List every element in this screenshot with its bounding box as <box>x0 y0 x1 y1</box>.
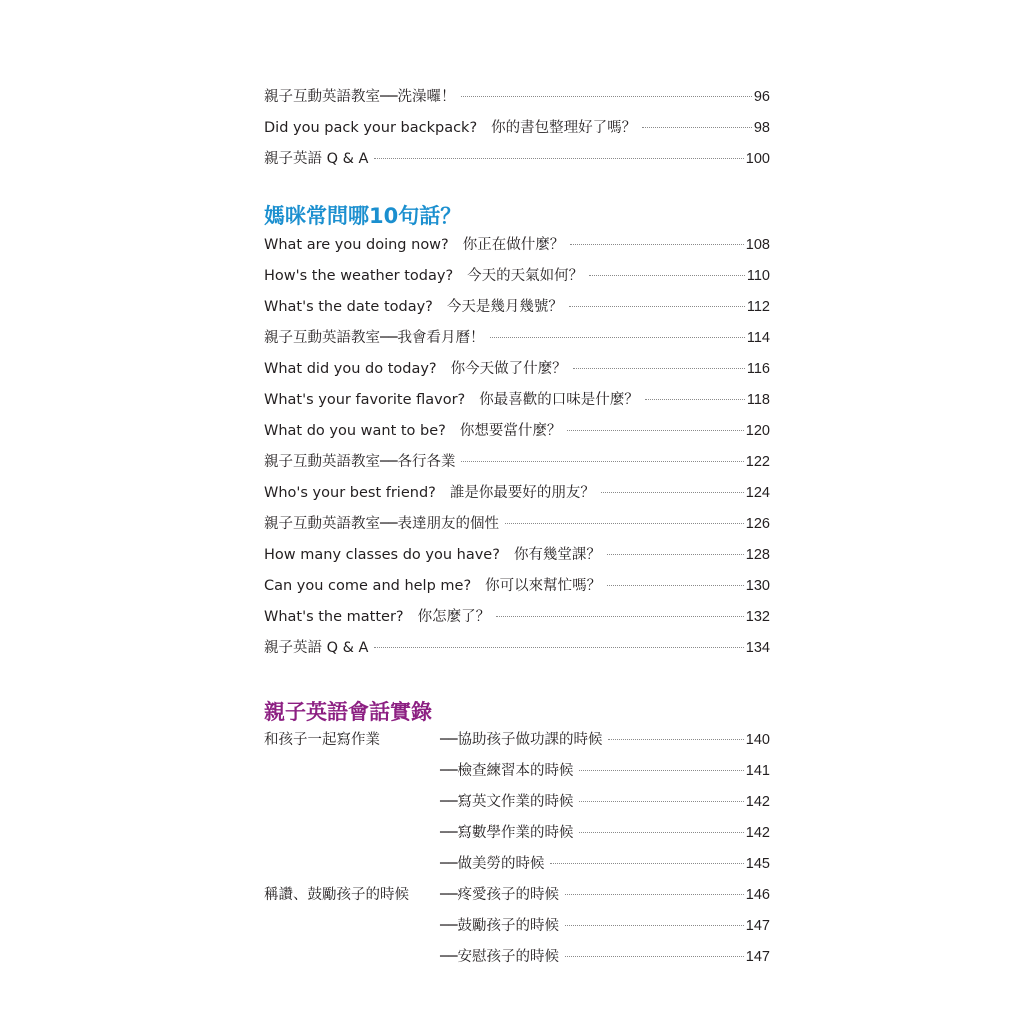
toc-entry[interactable] <box>264 389 770 411</box>
entry-title-zh: 你有幾堂課？ <box>513 547 601 563</box>
entry-title-zh: 誰是你最要好的朋友？ <box>449 485 595 501</box>
entry-title-zh: 你最喜歡的口味是什麼？ <box>479 392 639 408</box>
entry-title-zh: 今天是幾月幾號？ <box>446 299 563 315</box>
toc-entry[interactable] <box>264 822 770 844</box>
dot-leader <box>579 832 743 833</box>
entry-title-zh: ──寫英文作業的時候 <box>440 794 574 810</box>
page-number: 112 <box>746 299 770 315</box>
dot-leader <box>565 925 744 926</box>
page-number: 147 <box>745 949 770 965</box>
toc-entry[interactable] <box>264 637 770 659</box>
dot-leader <box>607 585 744 586</box>
toc-entry[interactable] <box>264 265 770 287</box>
entry-title-en: What's your favorite flavor? <box>264 392 466 408</box>
toc-entry[interactable] <box>264 451 770 473</box>
toc-entry[interactable] <box>264 420 770 442</box>
page-number: 142 <box>745 794 770 810</box>
dot-leader <box>505 523 744 524</box>
entry-title-zh: 你怎麼了？ <box>417 609 491 625</box>
dot-leader <box>569 306 745 307</box>
entry-title-zh: 你想要當什麼？ <box>459 423 562 439</box>
toc-entry[interactable] <box>264 915 770 937</box>
dot-leader <box>607 554 744 555</box>
page-number: 132 <box>745 609 770 625</box>
dot-leader <box>579 770 743 771</box>
toc-entry[interactable] <box>264 729 770 751</box>
page-number: 134 <box>745 640 770 656</box>
dot-leader <box>573 368 745 369</box>
dot-leader <box>642 127 752 128</box>
entry-title-zh: ──寫數學作業的時候 <box>440 825 574 841</box>
dot-leader <box>601 492 744 493</box>
entry-title-zh: 你可以來幫忙嗎？ <box>485 578 602 594</box>
entry-title-en: Did you pack your backpack? <box>264 120 478 136</box>
entry-group-label: 和孩子一起寫作業 <box>264 732 380 748</box>
page-number: 130 <box>745 578 770 594</box>
toc-entry[interactable] <box>264 234 770 256</box>
dot-leader <box>490 337 744 338</box>
page-number: 128 <box>745 547 770 563</box>
page-number: 114 <box>746 330 770 346</box>
page-number: 141 <box>745 763 770 779</box>
dot-leader <box>374 158 743 159</box>
page-number: 124 <box>745 485 770 501</box>
entry-title-en: What are you doing now? <box>264 237 449 253</box>
toc-entry[interactable] <box>264 296 770 318</box>
page-number: 110 <box>746 268 770 284</box>
toc-entry[interactable] <box>264 853 770 875</box>
toc-entry[interactable] <box>264 544 770 566</box>
page-number: 142 <box>745 825 770 841</box>
entry-title-zh: ──鼓勵孩子的時候 <box>440 918 559 934</box>
entry-title-zh: ──安慰孩子的時候 <box>440 949 559 965</box>
entry-title-en: What's the matter? <box>264 609 404 625</box>
dot-leader <box>461 461 743 462</box>
entry-title-zh: ──檢查練習本的時候 <box>440 763 574 779</box>
entry-group-label: 稱讚、鼓勵孩子的時候 <box>264 887 409 903</box>
dot-leader <box>579 801 743 802</box>
toc-entry[interactable] <box>264 946 770 968</box>
dot-leader <box>565 894 744 895</box>
section-heading: 親子英語會話實錄 <box>264 700 432 724</box>
entry-title-zh: 親子互動英語教室──表達朋友的個性 <box>264 516 499 532</box>
entry-title-zh: ──疼愛孩子的時候 <box>440 887 559 903</box>
entry-title-en: What did you do today? <box>264 361 437 377</box>
page-number: 120 <box>745 423 770 439</box>
dot-leader <box>461 96 751 97</box>
toc-entry[interactable] <box>264 327 770 349</box>
toc-entry[interactable] <box>264 148 770 170</box>
page-number: 140 <box>745 732 770 748</box>
entry-title-zh: 你今天做了什麼？ <box>450 361 567 377</box>
toc-entry[interactable] <box>264 513 770 535</box>
entry-title-zh: ──協助孩子做功課的時候 <box>440 732 603 748</box>
page-number: 147 <box>745 918 770 934</box>
toc-entry[interactable] <box>264 884 770 906</box>
entry-title-en: Who's your best friend? <box>264 485 436 501</box>
entry-title-en: How's the weather today? <box>264 268 454 284</box>
dot-leader <box>608 739 743 740</box>
dot-leader <box>374 647 743 648</box>
dot-leader <box>570 244 744 245</box>
dot-leader <box>645 399 745 400</box>
toc-entry[interactable] <box>264 791 770 813</box>
entry-title-zh: 你的書包整理好了嗎？ <box>491 120 637 136</box>
entry-title-en: Can you come and help me? <box>264 578 472 594</box>
dot-leader <box>496 616 744 617</box>
page-number: 145 <box>745 856 770 872</box>
section-heading: 媽咪常問哪10句話？ <box>264 204 462 228</box>
toc-entry[interactable] <box>264 760 770 782</box>
entry-title-en: How many classes do you have? <box>264 547 500 563</box>
page-number: 126 <box>745 516 770 532</box>
page-number: 116 <box>746 361 770 377</box>
entry-title-zh: 親子互動英語教室──我會看月曆！ <box>264 330 485 346</box>
toc-entry[interactable] <box>264 575 770 597</box>
entry-title-zh: 親子互動英語教室──各行各業 <box>264 454 456 470</box>
page-number: 118 <box>746 392 770 408</box>
page-number: 122 <box>745 454 770 470</box>
page-number: 100 <box>745 151 770 167</box>
entry-title-zh: 你正在做什麼？ <box>462 237 565 253</box>
page-number: 146 <box>745 887 770 903</box>
dot-leader <box>550 863 743 864</box>
entry-title-zh: 今天的天氣如何？ <box>467 268 584 284</box>
toc-entry[interactable] <box>264 606 770 628</box>
dot-leader <box>565 956 744 957</box>
entry-title-zh: 親子互動英語教室──洗澡囉！ <box>264 89 456 105</box>
toc-entry[interactable] <box>264 86 770 108</box>
entry-title-en: What do you want to be? <box>264 423 446 439</box>
toc-entry[interactable] <box>264 482 770 504</box>
toc-entry[interactable] <box>264 358 770 380</box>
entry-title-zh: ──做美勞的時候 <box>440 856 545 872</box>
toc-entry[interactable] <box>264 117 770 139</box>
page-number: 98 <box>753 120 770 136</box>
page-number: 96 <box>753 89 770 105</box>
page-number: 108 <box>745 237 770 253</box>
dot-leader <box>567 430 743 431</box>
entry-title-zh: 親子英語 Q & A <box>264 151 369 167</box>
dot-leader <box>589 275 745 276</box>
entry-title-en: What's the date today? <box>264 299 433 315</box>
entry-title-zh: 親子英語 Q & A <box>264 640 369 656</box>
